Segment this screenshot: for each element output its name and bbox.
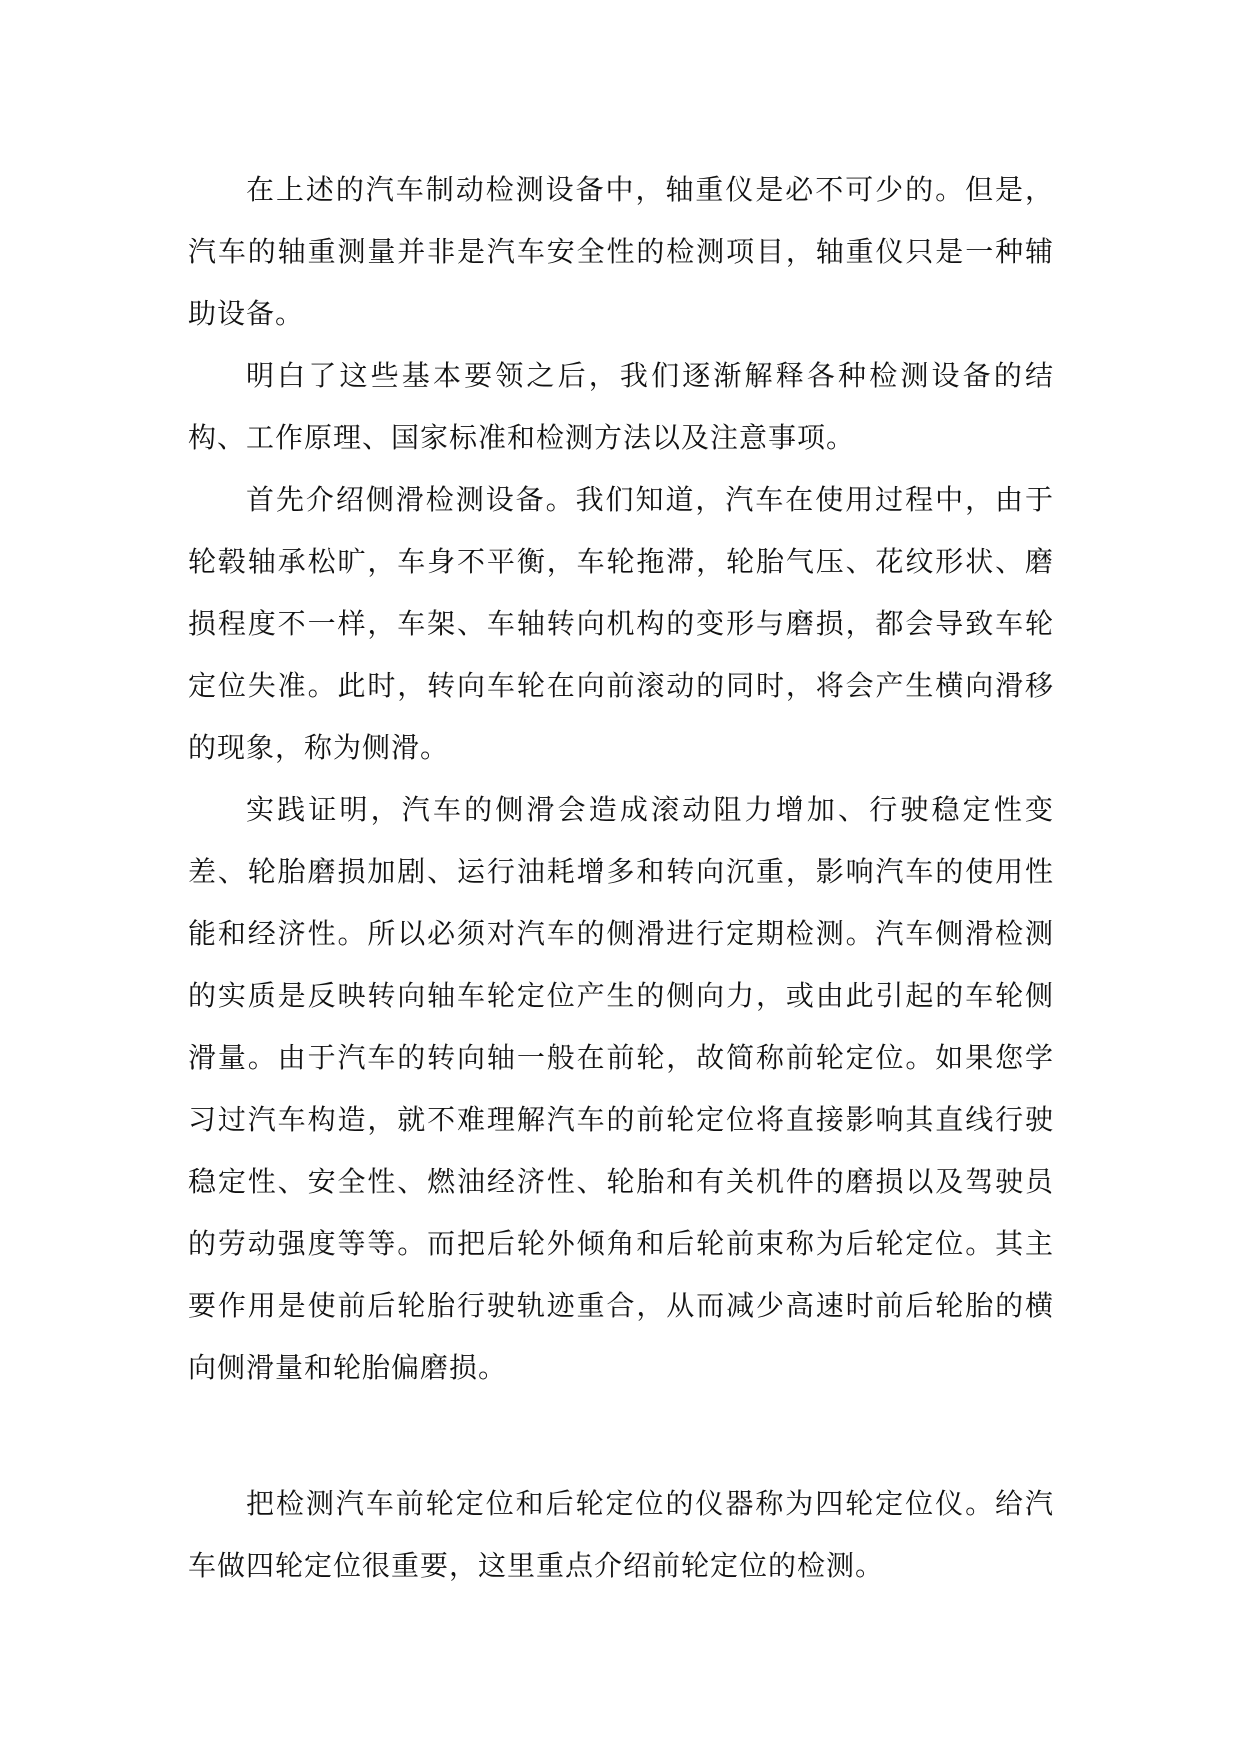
- paragraph-gap: [188, 1399, 1054, 1473]
- paragraph-four-wheel-alignment: 把检测汽车前轮定位和后轮定位的仪器称为四轮定位仪。给汽车做四轮定位很重要，这里重点介绍前轮定位的检测。: [188, 1487, 1054, 1582]
- paragraph-axle-weight: 在上述的汽车制动检测设备中，轴重仪是必不可少的。但是，汽车的轴重测量并非是汽车安全性的检测项目，轴重仪只是一种辅助设备。: [188, 173, 1054, 330]
- paragraph-sideslip-effects: 实践证明，汽车的侧滑会造成滚动阻力增加、行驶稳定性变差、轮胎磨损加剧、运行油耗增多和转向沉重，影响汽车的使用性能和经济性。所以必须对汽车的侧滑进行定期检测。汽车侧滑检测的实质是反映转向轴车轮定位产生的侧向力，或由此引起的车轮侧滑量。由于汽车的转向轴一般在前轮，故简称前轮定位。如果您学习过汽车构造，就不难理解汽车的前轮定位将直接影响其直线行驶稳定性、安全性、燃油经济性、轮胎和有关机件的磨损以及驾驶员的劳动强度等等。而把后轮外倾角和后轮前束称为后轮定位。其主要作用是使前后轮胎行驶轨迹重合，从而减少高速时前后轮胎的横向侧滑量和轮胎偏磨损。: [188, 793, 1054, 1384]
- paragraph-overview: 明白了这些基本要领之后，我们逐渐解释各种检测设备的结构、工作原理、国家标准和检测方法以及注意事项。: [188, 359, 1054, 454]
- document-body: [188, 159, 1054, 1597]
- paragraph-sideslip-intro: 首先介绍侧滑检测设备。我们知道，汽车在使用过程中，由于轮毂轴承松旷，车身不平衡，车轮拖滞，轮胎气压、花纹形状、磨损程度不一样，车架、车轴转向机构的变形与磨损，都会导致车轮定位失准。此时，转向车轮在向前滚动的同时，将会产生横向滑移的现象，称为侧滑。: [188, 483, 1054, 764]
